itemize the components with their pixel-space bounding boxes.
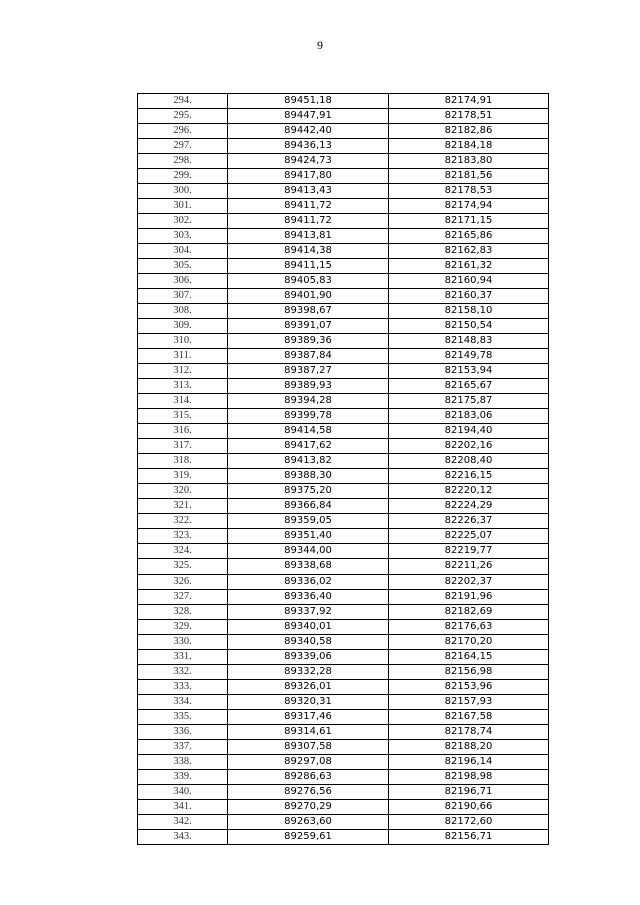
point-number-cell: 321. — [138, 499, 228, 514]
coordinates-table — [137, 93, 549, 845]
y-coordinate-cell: 82156,98 — [389, 664, 549, 679]
point-number-cell: 322. — [138, 514, 228, 529]
table-row — [138, 829, 549, 844]
x-coordinate-cell: 89359,05 — [228, 514, 389, 529]
x-coordinate-cell: 89417,62 — [228, 439, 389, 454]
y-coordinate-cell: 82165,67 — [389, 379, 549, 394]
point-number-cell: 308. — [138, 304, 228, 319]
point-number-cell: 304. — [138, 244, 228, 259]
y-coordinate-cell: 82149,78 — [389, 349, 549, 364]
x-coordinate-cell: 89401,90 — [228, 289, 389, 304]
table-row — [138, 319, 549, 334]
x-coordinate-cell: 89411,72 — [228, 214, 389, 229]
x-coordinate-cell: 89307,58 — [228, 739, 389, 754]
x-coordinate-cell: 89442,40 — [228, 124, 389, 139]
x-coordinate-cell: 89366,84 — [228, 499, 389, 514]
point-number-cell: 339. — [138, 769, 228, 784]
point-number-cell: 337. — [138, 739, 228, 754]
x-coordinate-cell: 89388,30 — [228, 469, 389, 484]
x-coordinate-cell: 89398,67 — [228, 304, 389, 319]
y-coordinate-cell: 82196,14 — [389, 754, 549, 769]
x-coordinate-cell: 89375,20 — [228, 484, 389, 499]
point-number-cell: 320. — [138, 484, 228, 499]
y-coordinate-cell: 82216,15 — [389, 469, 549, 484]
point-number-cell: 303. — [138, 229, 228, 244]
x-coordinate-cell: 89326,01 — [228, 679, 389, 694]
y-coordinate-cell: 82196,71 — [389, 784, 549, 799]
y-coordinate-cell: 82158,10 — [389, 304, 549, 319]
point-number-cell: 342. — [138, 814, 228, 829]
table-row — [138, 184, 549, 199]
table-row — [138, 394, 549, 409]
y-coordinate-cell: 82194,40 — [389, 424, 549, 439]
point-number-cell: 297. — [138, 139, 228, 154]
y-coordinate-cell: 82226,37 — [389, 514, 549, 529]
point-number-cell: 334. — [138, 694, 228, 709]
point-number-cell: 319. — [138, 469, 228, 484]
x-coordinate-cell: 89336,02 — [228, 574, 389, 589]
x-coordinate-cell: 89339,06 — [228, 649, 389, 664]
point-number-cell: 335. — [138, 709, 228, 724]
table-row — [138, 664, 549, 679]
point-number-cell: 326. — [138, 574, 228, 589]
y-coordinate-cell: 82170,20 — [389, 634, 549, 649]
point-number-cell: 332. — [138, 664, 228, 679]
y-coordinate-cell: 82175,87 — [389, 394, 549, 409]
y-coordinate-cell: 82165,86 — [389, 229, 549, 244]
x-coordinate-cell: 89263,60 — [228, 814, 389, 829]
table-row — [138, 454, 549, 469]
y-coordinate-cell: 82172,60 — [389, 814, 549, 829]
table-row — [138, 769, 549, 784]
y-coordinate-cell: 82190,66 — [389, 799, 549, 814]
point-number-cell: 315. — [138, 409, 228, 424]
point-number-cell: 343. — [138, 829, 228, 844]
point-number-cell: 296. — [138, 124, 228, 139]
y-coordinate-cell: 82182,86 — [389, 124, 549, 139]
page-number: 9 — [317, 38, 323, 52]
x-coordinate-cell: 89414,58 — [228, 424, 389, 439]
table-row — [138, 214, 549, 229]
table-row — [138, 724, 549, 739]
point-number-cell: 300. — [138, 184, 228, 199]
y-coordinate-cell: 82167,58 — [389, 709, 549, 724]
x-coordinate-cell: 89332,28 — [228, 664, 389, 679]
point-number-cell: 301. — [138, 199, 228, 214]
x-coordinate-cell: 89411,15 — [228, 259, 389, 274]
y-coordinate-cell: 82162,83 — [389, 244, 549, 259]
point-number-cell: 302. — [138, 214, 228, 229]
point-number-cell: 294. — [138, 94, 228, 109]
y-coordinate-cell: 82211,26 — [389, 559, 549, 574]
y-coordinate-cell: 82202,16 — [389, 439, 549, 454]
y-coordinate-cell: 82178,51 — [389, 109, 549, 124]
table-row — [138, 784, 549, 799]
table-row — [138, 529, 549, 544]
point-number-cell: 338. — [138, 754, 228, 769]
x-coordinate-cell: 89337,92 — [228, 604, 389, 619]
table-row — [138, 229, 549, 244]
x-coordinate-cell: 89276,56 — [228, 784, 389, 799]
point-number-cell: 310. — [138, 334, 228, 349]
y-coordinate-cell: 82148,83 — [389, 334, 549, 349]
y-coordinate-cell: 82174,94 — [389, 199, 549, 214]
point-number-cell: 312. — [138, 364, 228, 379]
x-coordinate-cell: 89314,61 — [228, 724, 389, 739]
x-coordinate-cell: 89413,43 — [228, 184, 389, 199]
x-coordinate-cell: 89399,78 — [228, 409, 389, 424]
table-row — [138, 799, 549, 814]
point-number-cell: 311. — [138, 349, 228, 364]
point-number-cell: 314. — [138, 394, 228, 409]
table-row — [138, 709, 549, 724]
table-row — [138, 424, 549, 439]
y-coordinate-cell: 82174,91 — [389, 94, 549, 109]
table-row — [138, 94, 549, 109]
point-number-cell: 331. — [138, 649, 228, 664]
y-coordinate-cell: 82157,93 — [389, 694, 549, 709]
y-coordinate-cell: 82153,94 — [389, 364, 549, 379]
x-coordinate-cell: 89447,91 — [228, 109, 389, 124]
table-row — [138, 259, 549, 274]
x-coordinate-cell: 89389,93 — [228, 379, 389, 394]
x-coordinate-cell: 89351,40 — [228, 529, 389, 544]
y-coordinate-cell: 82191,96 — [389, 589, 549, 604]
y-coordinate-cell: 82171,15 — [389, 214, 549, 229]
table-row — [138, 589, 549, 604]
x-coordinate-cell: 89259,61 — [228, 829, 389, 844]
point-number-cell: 299. — [138, 169, 228, 184]
x-coordinate-cell: 89317,46 — [228, 709, 389, 724]
x-coordinate-cell: 89414,38 — [228, 244, 389, 259]
y-coordinate-cell: 82150,54 — [389, 319, 549, 334]
x-coordinate-cell: 89394,28 — [228, 394, 389, 409]
point-number-cell: 336. — [138, 724, 228, 739]
y-coordinate-cell: 82178,53 — [389, 184, 549, 199]
y-coordinate-cell: 82183,80 — [389, 154, 549, 169]
table-row — [138, 754, 549, 769]
point-number-cell: 305. — [138, 259, 228, 274]
point-number-cell: 313. — [138, 379, 228, 394]
table-row — [138, 289, 549, 304]
y-coordinate-cell: 82176,63 — [389, 619, 549, 634]
y-coordinate-cell: 82156,71 — [389, 829, 549, 844]
table-row — [138, 304, 549, 319]
x-coordinate-cell: 89270,29 — [228, 799, 389, 814]
y-coordinate-cell: 82184,18 — [389, 139, 549, 154]
x-coordinate-cell: 89424,73 — [228, 154, 389, 169]
point-number-cell: 324. — [138, 544, 228, 559]
table-row — [138, 604, 549, 619]
x-coordinate-cell: 89344,00 — [228, 544, 389, 559]
table-row — [138, 124, 549, 139]
table-row — [138, 514, 549, 529]
table-row — [138, 469, 549, 484]
x-coordinate-cell: 89297,08 — [228, 754, 389, 769]
x-coordinate-cell: 89391,07 — [228, 319, 389, 334]
point-number-cell: 341. — [138, 799, 228, 814]
table-row — [138, 574, 549, 589]
table-row — [138, 364, 549, 379]
point-number-cell: 318. — [138, 454, 228, 469]
table-row — [138, 559, 549, 574]
table-row — [138, 679, 549, 694]
point-number-cell: 333. — [138, 679, 228, 694]
x-coordinate-cell: 89413,81 — [228, 229, 389, 244]
x-coordinate-cell: 89451,18 — [228, 94, 389, 109]
point-number-cell: 295. — [138, 109, 228, 124]
x-coordinate-cell: 89338,68 — [228, 559, 389, 574]
x-coordinate-cell: 89387,27 — [228, 364, 389, 379]
point-number-cell: 330. — [138, 634, 228, 649]
x-coordinate-cell: 89436,13 — [228, 139, 389, 154]
x-coordinate-cell: 89417,80 — [228, 169, 389, 184]
table-row — [138, 334, 549, 349]
table-row — [138, 169, 549, 184]
y-coordinate-cell: 82224,29 — [389, 499, 549, 514]
x-coordinate-cell: 89405,83 — [228, 274, 389, 289]
y-coordinate-cell: 82220,12 — [389, 484, 549, 499]
table-row — [138, 244, 549, 259]
table-row — [138, 274, 549, 289]
table-row — [138, 544, 549, 559]
x-coordinate-cell: 89286,63 — [228, 769, 389, 784]
point-number-cell: 327. — [138, 589, 228, 604]
table-row — [138, 439, 549, 454]
table-row — [138, 739, 549, 754]
x-coordinate-cell: 89389,36 — [228, 334, 389, 349]
coordinates-table-body — [138, 94, 549, 845]
table-row — [138, 109, 549, 124]
table-row — [138, 199, 549, 214]
y-coordinate-cell: 82188,20 — [389, 739, 549, 754]
y-coordinate-cell: 82182,69 — [389, 604, 549, 619]
table-row — [138, 634, 549, 649]
table-row — [138, 619, 549, 634]
table-row — [138, 649, 549, 664]
x-coordinate-cell: 89340,58 — [228, 634, 389, 649]
point-number-cell: 325. — [138, 559, 228, 574]
table-row — [138, 499, 549, 514]
y-coordinate-cell: 82160,37 — [389, 289, 549, 304]
y-coordinate-cell: 82160,94 — [389, 274, 549, 289]
y-coordinate-cell: 82183,06 — [389, 409, 549, 424]
x-coordinate-cell: 89320,31 — [228, 694, 389, 709]
y-coordinate-cell: 82208,40 — [389, 454, 549, 469]
x-coordinate-cell: 89340,01 — [228, 619, 389, 634]
table-row — [138, 349, 549, 364]
point-number-cell: 309. — [138, 319, 228, 334]
x-coordinate-cell: 89387,84 — [228, 349, 389, 364]
table-row — [138, 694, 549, 709]
y-coordinate-cell: 82153,96 — [389, 679, 549, 694]
y-coordinate-cell: 82178,74 — [389, 724, 549, 739]
point-number-cell: 323. — [138, 529, 228, 544]
y-coordinate-cell: 82202,37 — [389, 574, 549, 589]
y-coordinate-cell: 82219,77 — [389, 544, 549, 559]
table-row — [138, 409, 549, 424]
point-number-cell: 328. — [138, 604, 228, 619]
x-coordinate-cell: 89413,82 — [228, 454, 389, 469]
table-row — [138, 814, 549, 829]
point-number-cell: 307. — [138, 289, 228, 304]
y-coordinate-cell: 82164,15 — [389, 649, 549, 664]
point-number-cell: 340. — [138, 784, 228, 799]
y-coordinate-cell: 82225,07 — [389, 529, 549, 544]
x-coordinate-cell: 89336,40 — [228, 589, 389, 604]
point-number-cell: 316. — [138, 424, 228, 439]
point-number-cell: 306. — [138, 274, 228, 289]
x-coordinate-cell: 89411,72 — [228, 199, 389, 214]
table-row — [138, 484, 549, 499]
table-row — [138, 139, 549, 154]
table-row — [138, 154, 549, 169]
point-number-cell: 317. — [138, 439, 228, 454]
point-number-cell: 329. — [138, 619, 228, 634]
y-coordinate-cell: 82181,56 — [389, 169, 549, 184]
table-row — [138, 379, 549, 394]
y-coordinate-cell: 82161,32 — [389, 259, 549, 274]
y-coordinate-cell: 82198,98 — [389, 769, 549, 784]
point-number-cell: 298. — [138, 154, 228, 169]
